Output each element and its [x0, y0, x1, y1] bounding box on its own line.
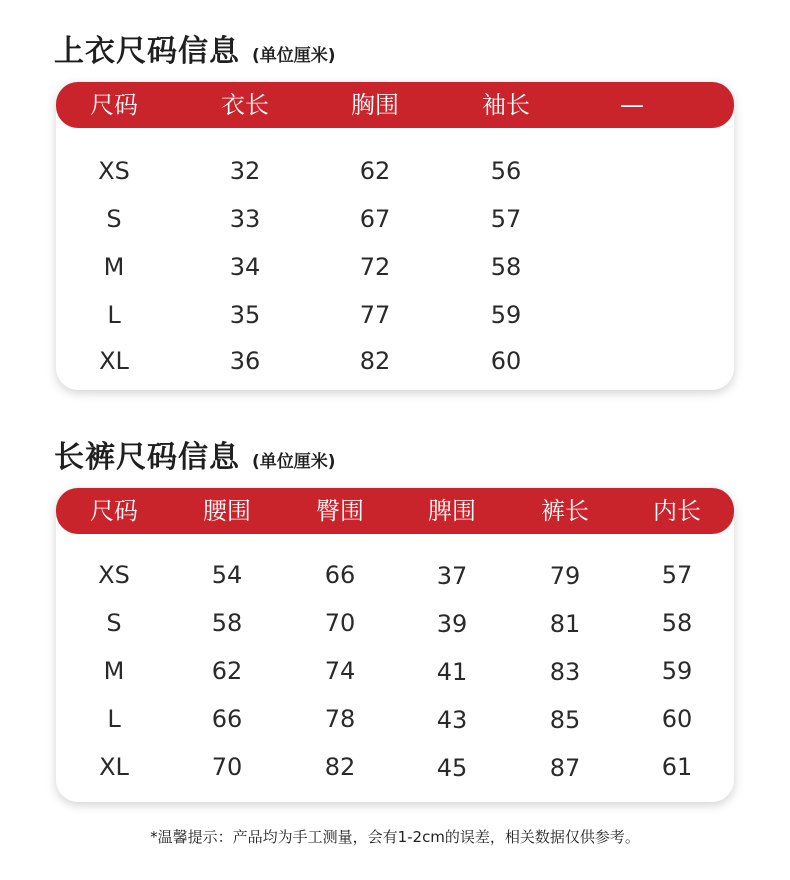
cell-size: XS [98, 561, 130, 589]
cell-chest: 82 [359, 347, 391, 375]
cell-thigh: 37 [436, 562, 468, 590]
cell-pants-length: 87 [549, 754, 581, 782]
cell-hip: 74 [324, 657, 356, 685]
pants-size-title-text: 长裤尺码信息 [54, 440, 240, 475]
pants-size-table-header [56, 488, 734, 534]
cell-sleeve: 56 [490, 157, 522, 185]
cell-size: L [107, 705, 121, 733]
header-hip: 臀围 [316, 497, 364, 525]
cell-sleeve: 60 [490, 347, 522, 375]
top-size-unit: (单位厘米) [252, 46, 336, 66]
header-size: 尺码 [90, 497, 138, 525]
cell-length: 34 [229, 253, 261, 281]
top-size-table-header [56, 82, 734, 128]
cell-hip: 70 [324, 609, 356, 637]
cell-pants-length: 85 [549, 706, 581, 734]
header-pants-length: 裤长 [541, 497, 589, 525]
cell-hip: 66 [324, 561, 356, 589]
cell-waist: 70 [211, 753, 243, 781]
cell-thigh: 41 [436, 658, 468, 686]
cell-thigh: 43 [436, 706, 468, 734]
cell-waist: 66 [211, 705, 243, 733]
top-size-title-text: 上衣尺码信息 [54, 34, 240, 69]
cell-size: XS [98, 157, 130, 185]
cell-hip: 78 [324, 705, 356, 733]
cell-pants-length: 81 [549, 610, 581, 638]
cell-size: M [103, 657, 125, 685]
cell-waist: 62 [211, 657, 243, 685]
cell-length: 32 [229, 157, 261, 185]
header-waist: 腰围 [203, 497, 251, 525]
cell-sleeve: 57 [490, 205, 522, 233]
cell-pants-length: 79 [549, 562, 581, 590]
header-thigh: 脾围 [428, 497, 476, 525]
cell-size: S [106, 609, 122, 637]
header-size: 尺码 [90, 91, 138, 119]
cell-size: L [107, 301, 121, 329]
cell-inseam: 59 [661, 657, 693, 685]
cell-thigh: 39 [436, 610, 468, 638]
cell-chest: 77 [359, 301, 391, 329]
cell-hip: 82 [324, 753, 356, 781]
cell-length: 33 [229, 205, 261, 233]
cell-length: 36 [229, 347, 261, 375]
cell-sleeve: 58 [490, 253, 522, 281]
cell-pants-length: 83 [549, 658, 581, 686]
pants-size-unit: (单位厘米) [252, 452, 336, 472]
pants-size-title [54, 432, 336, 476]
cell-inseam: 60 [661, 705, 693, 733]
cell-chest: 72 [359, 253, 391, 281]
cell-waist: 58 [211, 609, 243, 637]
top-size-table [56, 82, 734, 390]
header-sleeve: 袖长 [482, 91, 530, 119]
header-blank: — [620, 91, 644, 119]
cell-sleeve: 59 [490, 301, 522, 329]
header-inseam: 内长 [653, 497, 701, 525]
cell-inseam: 61 [661, 753, 693, 781]
cell-size: M [103, 253, 125, 281]
cell-thigh: 45 [436, 754, 468, 782]
header-chest: 胸围 [351, 91, 399, 119]
cell-inseam: 57 [661, 561, 693, 589]
measurement-note: *温馨提示：产品均为手工测量，会有1-2cm的误差，相关数据仅供参考。 [150, 828, 640, 846]
top-size-title [54, 26, 336, 70]
pants-size-table [56, 488, 734, 802]
cell-inseam: 58 [661, 609, 693, 637]
cell-size: XL [99, 753, 129, 781]
cell-size: S [106, 205, 122, 233]
header-length: 衣长 [221, 91, 269, 119]
cell-length: 35 [229, 301, 261, 329]
cell-waist: 54 [211, 561, 243, 589]
cell-chest: 62 [359, 157, 391, 185]
cell-chest: 67 [359, 205, 391, 233]
cell-size: XL [99, 347, 129, 375]
